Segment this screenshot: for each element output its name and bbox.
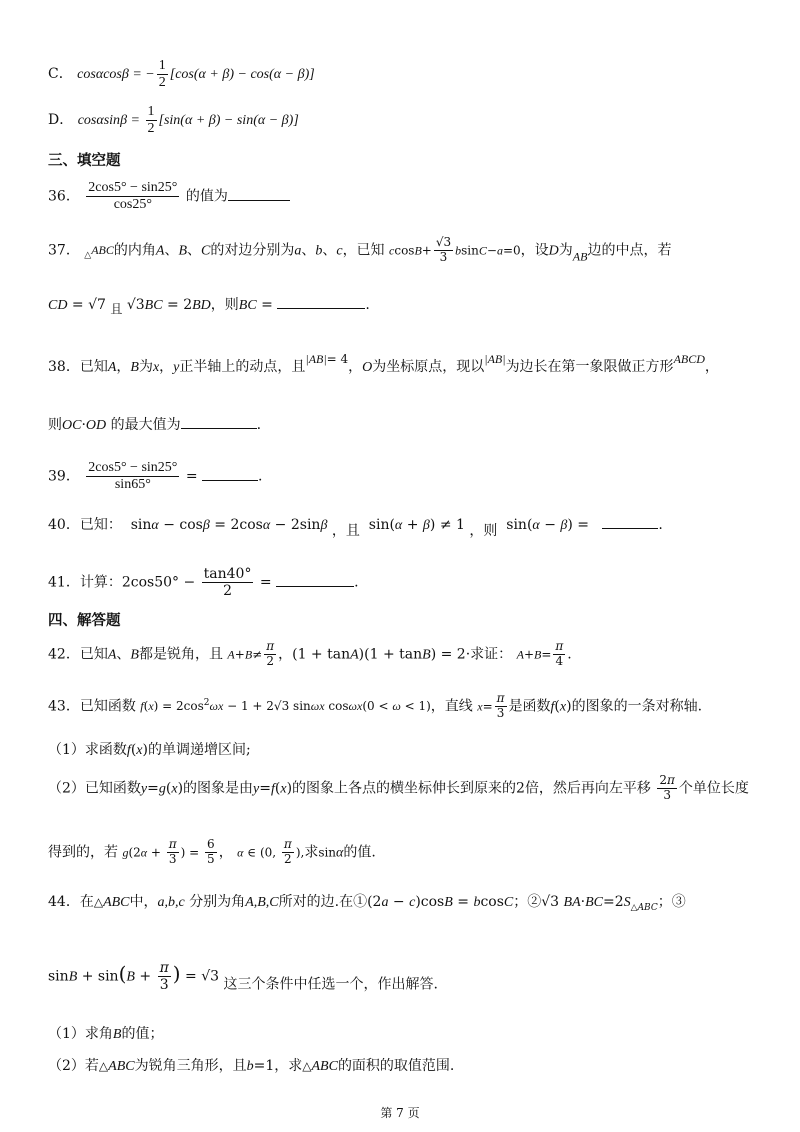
option-c: C． cosαcosβ = − $\frac{1}{2}$ [cos(α + β) − cos(α − β)] [48, 58, 315, 91]
question-39: 39． $\frac{2\cos 5^\circ - \sin 25^\circ}{\sin 65^\circ}$ = . [48, 460, 263, 493]
question-41: 41．计算：2cos50° − $\frac{\tan 40^\circ}{2}$ = . [48, 566, 359, 600]
question-43-part-2-cont: 得到的，若 g(2α + $\frac{\pi}{3}$ ) = $\frac{6}{5}$ ， α ∈ (0, $\frac{\pi}{2}$ ),求sinα的值. [48, 837, 376, 866]
question-44-part-2: （2）若△ABC为锐角三角形，且b=1，求△ABC的面积的取值范围. [48, 1058, 455, 1074]
question-40: 40．已知： sinα − cosβ = 2cosα − 2sinβ ，且 sin(α + β) ≠ 1 ，则 sin(α − β) = . [48, 517, 663, 539]
answer-blank [277, 296, 365, 309]
question-44-cont: sinB + sin(B + $\frac{\pi}{3}$ ) = √3 这三个条件中任选一个，作出解答. [48, 960, 438, 994]
section-fill-blank: 三、填空题 [48, 152, 121, 169]
answer-blank [276, 574, 354, 587]
page-number: 第 7 页 [380, 1106, 420, 1120]
answer-blank [602, 516, 658, 529]
question-44-part-1: （1）求角B的值； [48, 1026, 164, 1042]
question-44: 44．在△ABC中，a,b,c 分别为角A,B,C所对的边.在①(2a − c)cosB = bcosC；②√3 $BA\cdot BC=2S_{\triangle ABC}$；③ [48, 894, 686, 913]
question-43-part-2: （2）已知函数y=g(x)的图象是由y=f(x)的图象上各点的横坐标伸长到原来的2倍，然后再向左平移 $\frac{2\pi}{3}$ 个单位长度 [48, 773, 749, 802]
question-42: 42．已知A、B都是锐角，且 A+B≠ $\frac{\pi}{2}$ ，(1 + tanA)(1 + tanB) = 2·求证： A+B= $\frac{\pi}{4}$ . [48, 639, 572, 668]
section-solve: 四、解答题 [48, 612, 121, 629]
formula-c: cosαcosβ = − $\frac{1}{2}$ [cos(α + β) − cos(α − β)] [77, 58, 315, 91]
answer-blank [228, 188, 290, 201]
answer-blank [202, 468, 258, 481]
answer-blank [181, 416, 257, 429]
q36-fraction: $\frac{2\cos 5^\circ - \sin 25^\circ}{\cos 25^\circ}$ [88, 180, 178, 213]
question-36: 36． $\frac{2\cos 5^\circ - \sin 25^\circ}{\cos 25^\circ}$ 的值为 [48, 180, 290, 213]
question-43: 43．已知函数 $f(x) = 2\cos^2\omega x - 1 + 2√3$ sinωx cosωx(0 < ω < 1)，直线 x= $\frac{\pi}{3}$ 是函数f(x)的图象的一条对称轴. [48, 691, 703, 720]
option-d: D． cosαsinβ = $\frac{1}{2}$ [sin(α + β) − sin(α − β)] [48, 104, 299, 137]
question-43-part-1: （1）求函数f(x)的单调递增区间; [48, 742, 251, 758]
question-37: 37． $_\triangle$ABC的内角A、B、C的对边分别为a、b、c，已知 ccosB+ $\frac{√3}{3}$ bsinC−a=0，设D为AB边的中点，若 [48, 235, 672, 264]
question-38: 38．已知A，B为x，y正半轴上的动点，且|AB|= 4，O为坐标原点，现以|AB|为边长在第一象限做正方形ABCD， [48, 352, 719, 375]
question-38-cont: 则OC·OD 的最大值为 . [48, 417, 262, 433]
formula-d: cosαsinβ = $\frac{1}{2}$ [sin(α + β) − sin(α − β)] [77, 104, 299, 137]
question-37-cont: CD = √7 且 √3BC = 2BD，则BC = . [48, 297, 370, 316]
